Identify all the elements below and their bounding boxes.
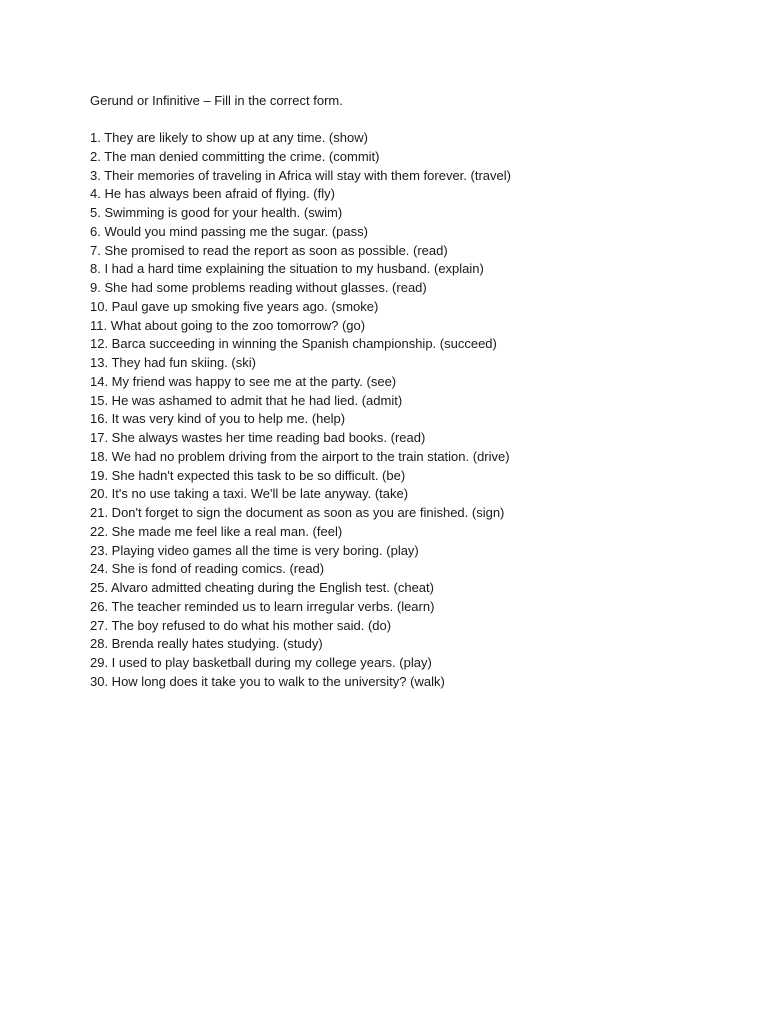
exercise-item: 18. We had no problem driving from the airport to the train station. (drive): [90, 448, 510, 464]
exercise-item: 21. Don't forget to sign the document as soon as you are finished. (sign): [90, 505, 505, 520]
exercise-item: 2. The man denied committing the crime. (commit): [90, 148, 380, 164]
exercise-item: 9. She had some problems reading without glasses. (read): [90, 280, 427, 295]
exercise-item: 30. How long does it take you to walk to the university? (walk): [90, 673, 445, 689]
exercise-item: 24. She is fond of reading comics. (read): [90, 561, 325, 577]
exercise-item: 13. They had fun skiing. (ski): [90, 355, 256, 370]
exercise-item: 7. She promised to read the report as soon as possible. (read): [90, 242, 448, 258]
exercise-item: 17. She always wastes her time reading bad books. (read): [90, 430, 426, 445]
exercise-item: 10. Paul gave up smoking five years ago. (smoke): [90, 298, 379, 314]
exercise-item: 29. I used to play basketball during my college years. (play): [90, 655, 432, 670]
exercise-item: 4. He has always been afraid of flying. (fly): [90, 186, 335, 202]
exercise-item: 26. The teacher reminded us to learn irregular verbs. (learn): [90, 598, 435, 614]
exercise-item: 23. Playing video games all the time is very boring. (play): [90, 542, 419, 558]
exercise-item: 5. Swimming is good for your health. (swim): [90, 205, 343, 220]
exercise-item: 6. Would you mind passing me the sugar. (pass): [90, 223, 368, 239]
exercise-item: 15. He was ashamed to admit that he had lied. (admit): [90, 392, 403, 408]
exercise-item: 28. Brenda really hates studying. (study): [90, 636, 323, 652]
exercise-item: 3. Their memories of traveling in Africa will stay with them forever. (travel): [90, 167, 511, 183]
exercise-item: 8. I had a hard time explaining the situation to my husband. (explain): [90, 261, 484, 277]
document-page: [90, 92, 750, 692]
exercise-item: 14. My friend was happy to see me at the party. (see): [90, 373, 397, 389]
exercise-item: 27. The boy refused to do what his mother said. (do): [90, 617, 392, 633]
exercise-item: 12. Barca succeeding in winning the Spanish championship. (succeed): [90, 336, 497, 352]
exercise-item: 16. It was very kind of you to help me. (help): [90, 411, 346, 427]
document-title: Gerund or Infinitive – Fill in the correct form.: [90, 93, 343, 108]
exercise-item: 19. She hadn't expected this task to be so difficult. (be): [90, 467, 406, 483]
exercise-item: 25. Alvaro admitted cheating during the English test. (cheat): [90, 580, 434, 595]
exercise-item: 20. It's no use taking a taxi. We'll be late anyway. (take): [90, 486, 409, 502]
exercise-item: 22. She made me feel like a real man. (feel): [90, 523, 343, 539]
exercise-list: [90, 129, 750, 692]
exercise-item: 11. What about going to the zoo tomorrow? (go): [90, 317, 366, 333]
exercise-item: 1. They are likely to show up at any time. (show): [90, 130, 368, 145]
